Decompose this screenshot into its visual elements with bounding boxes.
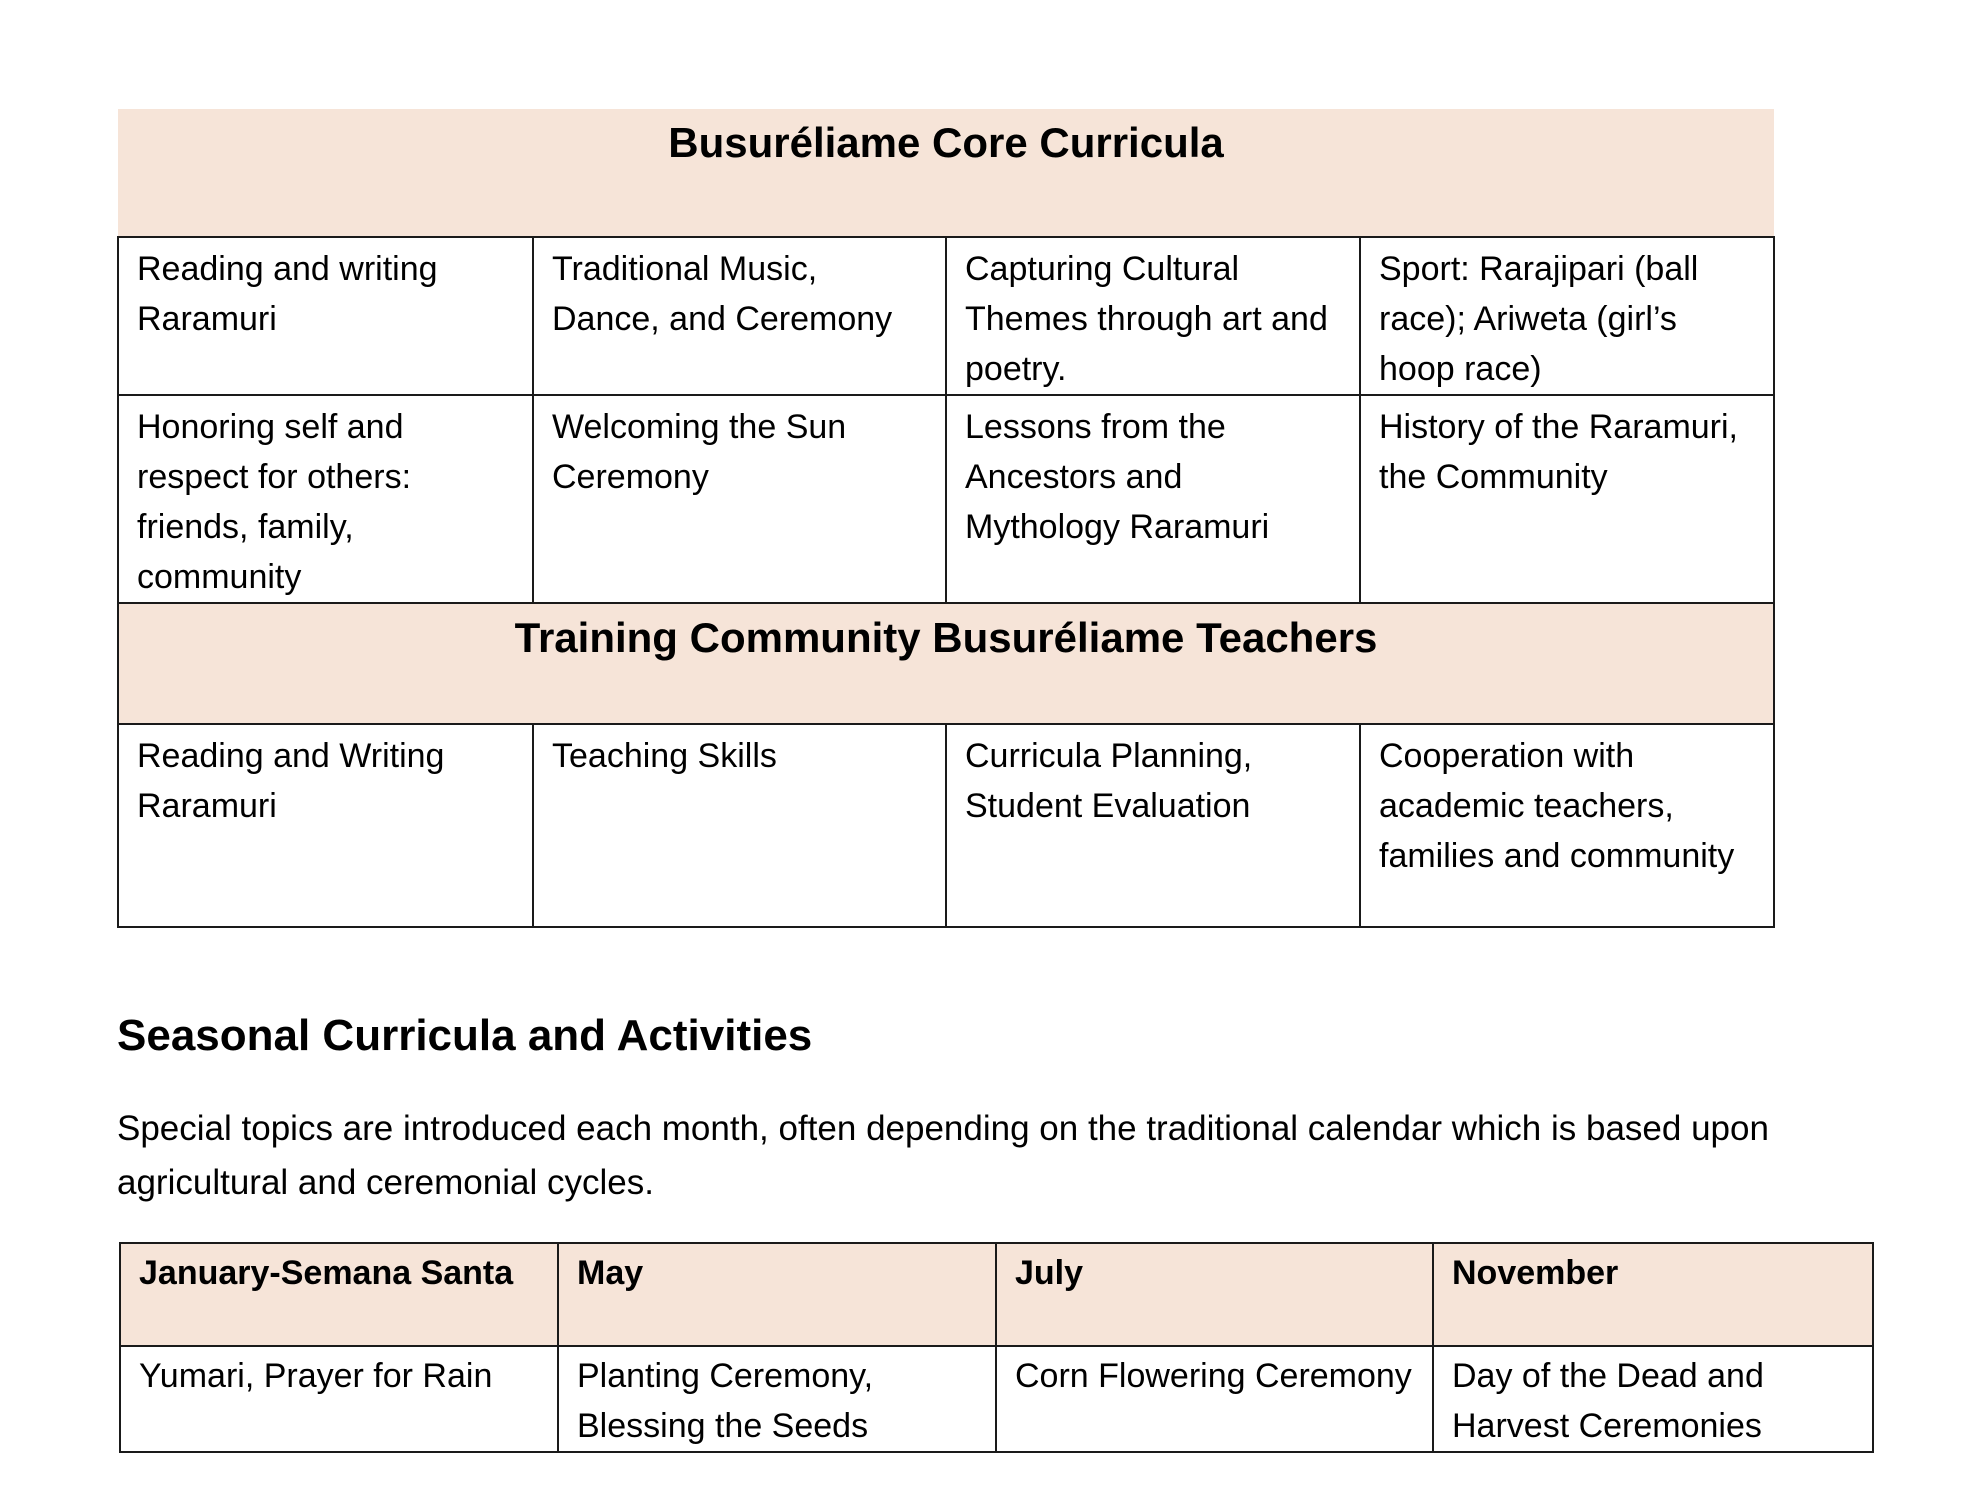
table-cell: Planting Ceremony, Blessing the Seeds	[558, 1346, 996, 1452]
table-cell: Reading and Writing Raramuri	[118, 724, 533, 927]
core-curricula-title: Busuréliame Core Curricula	[118, 109, 1774, 237]
table-cell: Yumari, Prayer for Rain	[120, 1346, 558, 1452]
table-cell: Lessons from the Ancestors and Mythology Raramuri	[946, 395, 1360, 603]
table-row	[118, 724, 1774, 927]
table-cell: Traditional Music, Dance, and Ceremony	[533, 237, 946, 395]
table-cell: Cooperation with academic teachers, families and community	[1360, 724, 1774, 927]
table-row	[120, 1346, 1873, 1452]
table-cell: Day of the Dead and Harvest Ceremonies	[1433, 1346, 1873, 1452]
table-cell: History of the Raramuri, the Community	[1360, 395, 1774, 603]
seasonal-heading: Seasonal Curricula and Activities	[117, 1011, 813, 1060]
column-header-january: January-Semana Santa	[120, 1243, 558, 1346]
table-row	[118, 237, 1774, 395]
column-header-may: May	[558, 1243, 996, 1346]
table-header-row	[120, 1243, 1873, 1346]
table-cell: Teaching Skills	[533, 724, 946, 927]
table-row	[118, 395, 1774, 603]
training-teachers-title: Training Community Busuréliame Teachers	[118, 603, 1774, 724]
table-cell: Curricula Planning, Student Evaluation	[946, 724, 1360, 927]
table-cell: Reading and writing Raramuri	[118, 237, 533, 395]
seasonal-paragraph: Special topics are introduced each month, often depending on the traditional calendar which is based upon agricultural and ceremonial cycles.	[117, 1109, 1769, 1202]
table-cell: Welcoming the Sun Ceremony	[533, 395, 946, 603]
table-cell: Honoring self and respect for others: friends, family, community	[118, 395, 533, 603]
seasonal-table	[119, 1242, 1874, 1453]
column-header-july: July	[996, 1243, 1433, 1346]
table-cell: Sport: Rarajipari (ball race); Ariweta (girl’s hoop race)	[1360, 237, 1774, 395]
core-curricula-table	[117, 109, 1775, 928]
table-cell: Corn Flowering Ceremony	[996, 1346, 1433, 1452]
column-header-november: November	[1433, 1243, 1873, 1346]
table-cell: Capturing Cultural Themes through art and poetry.	[946, 237, 1360, 395]
